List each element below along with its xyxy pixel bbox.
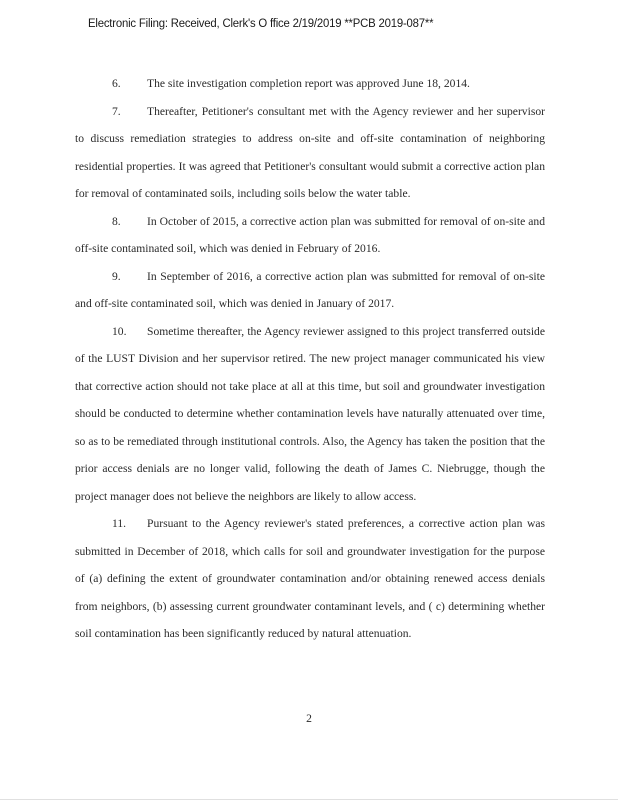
- paragraph-text: The site investigation completion report was approved June 18, 2014.: [147, 77, 470, 90]
- paragraph-6: [75, 70, 545, 98]
- paragraph-9: [75, 263, 545, 318]
- paragraph-text: In October of 2015, a corrective action plan was submitted for removal of on-site and off-site contaminated soil, which was denied in February of 2016.: [75, 214, 545, 255]
- filing-stamp-header: Electronic Filing: Received, Clerk's O ffice 2/19/2019 **PCB 2019-087**: [88, 16, 434, 30]
- paragraph-text: Sometime thereafter, the Agency reviewer assigned to this project transferred outside of the LUST Division and her supervisor retired. The new project manager communicated his view that corrective action should not take place at all at this time, but soil and groundwater investigation should be conducted to determine whether contamination levels have naturally attenuated over time, so as to be remediated through institutional controls. Also, the Agency has taken the position that the prior access denials are no longer valid, following the death of James C. Niebrugge, though the project manager does not believe the neighbors are likely to allow access.: [75, 324, 545, 503]
- paragraph-10: [75, 318, 545, 511]
- paragraph-11: [75, 510, 545, 648]
- paragraph-7: [75, 98, 545, 208]
- page-number: 2: [306, 712, 312, 725]
- paragraph-number: 10.: [112, 324, 127, 338]
- paragraph-number: 8.: [112, 214, 121, 228]
- paragraph-number: 7.: [112, 104, 121, 118]
- paragraph-8: [75, 208, 545, 263]
- paragraph-number: 11.: [112, 517, 127, 530]
- paragraph-text: Thereafter, Petitioner's consultant met with the Agency reviewer and her supervisor to discuss remediation strategies to address on-site and off-site contamination of neighboring residential properties. It was agreed that Petitioner's consultant would submit a corrective action plan for removal of contaminated soils, including soils below the water table.: [75, 104, 545, 200]
- paragraph-text: In September of 2016, a corrective action plan was submitted for removal of on-site and off-site contaminated soil, which was denied in January of 2017.: [75, 269, 545, 310]
- paragraph-number: 9.: [112, 269, 121, 283]
- paragraph-number: 6.: [112, 77, 121, 90]
- paragraph-text: Pursuant to the Agency reviewer's stated preferences, a corrective action plan was submitted in December of 2018, which calls for soil and groundwater investigation for the purpose of (a) defining the extent of groundwater contamination and/or obtaining renewed access denials from neighbors, (b) assessing current groundwater contaminant levels, and ( c) determining whether soil contamination has been significantly reduced by natural attenuation.: [75, 517, 545, 640]
- document-body: [75, 70, 545, 648]
